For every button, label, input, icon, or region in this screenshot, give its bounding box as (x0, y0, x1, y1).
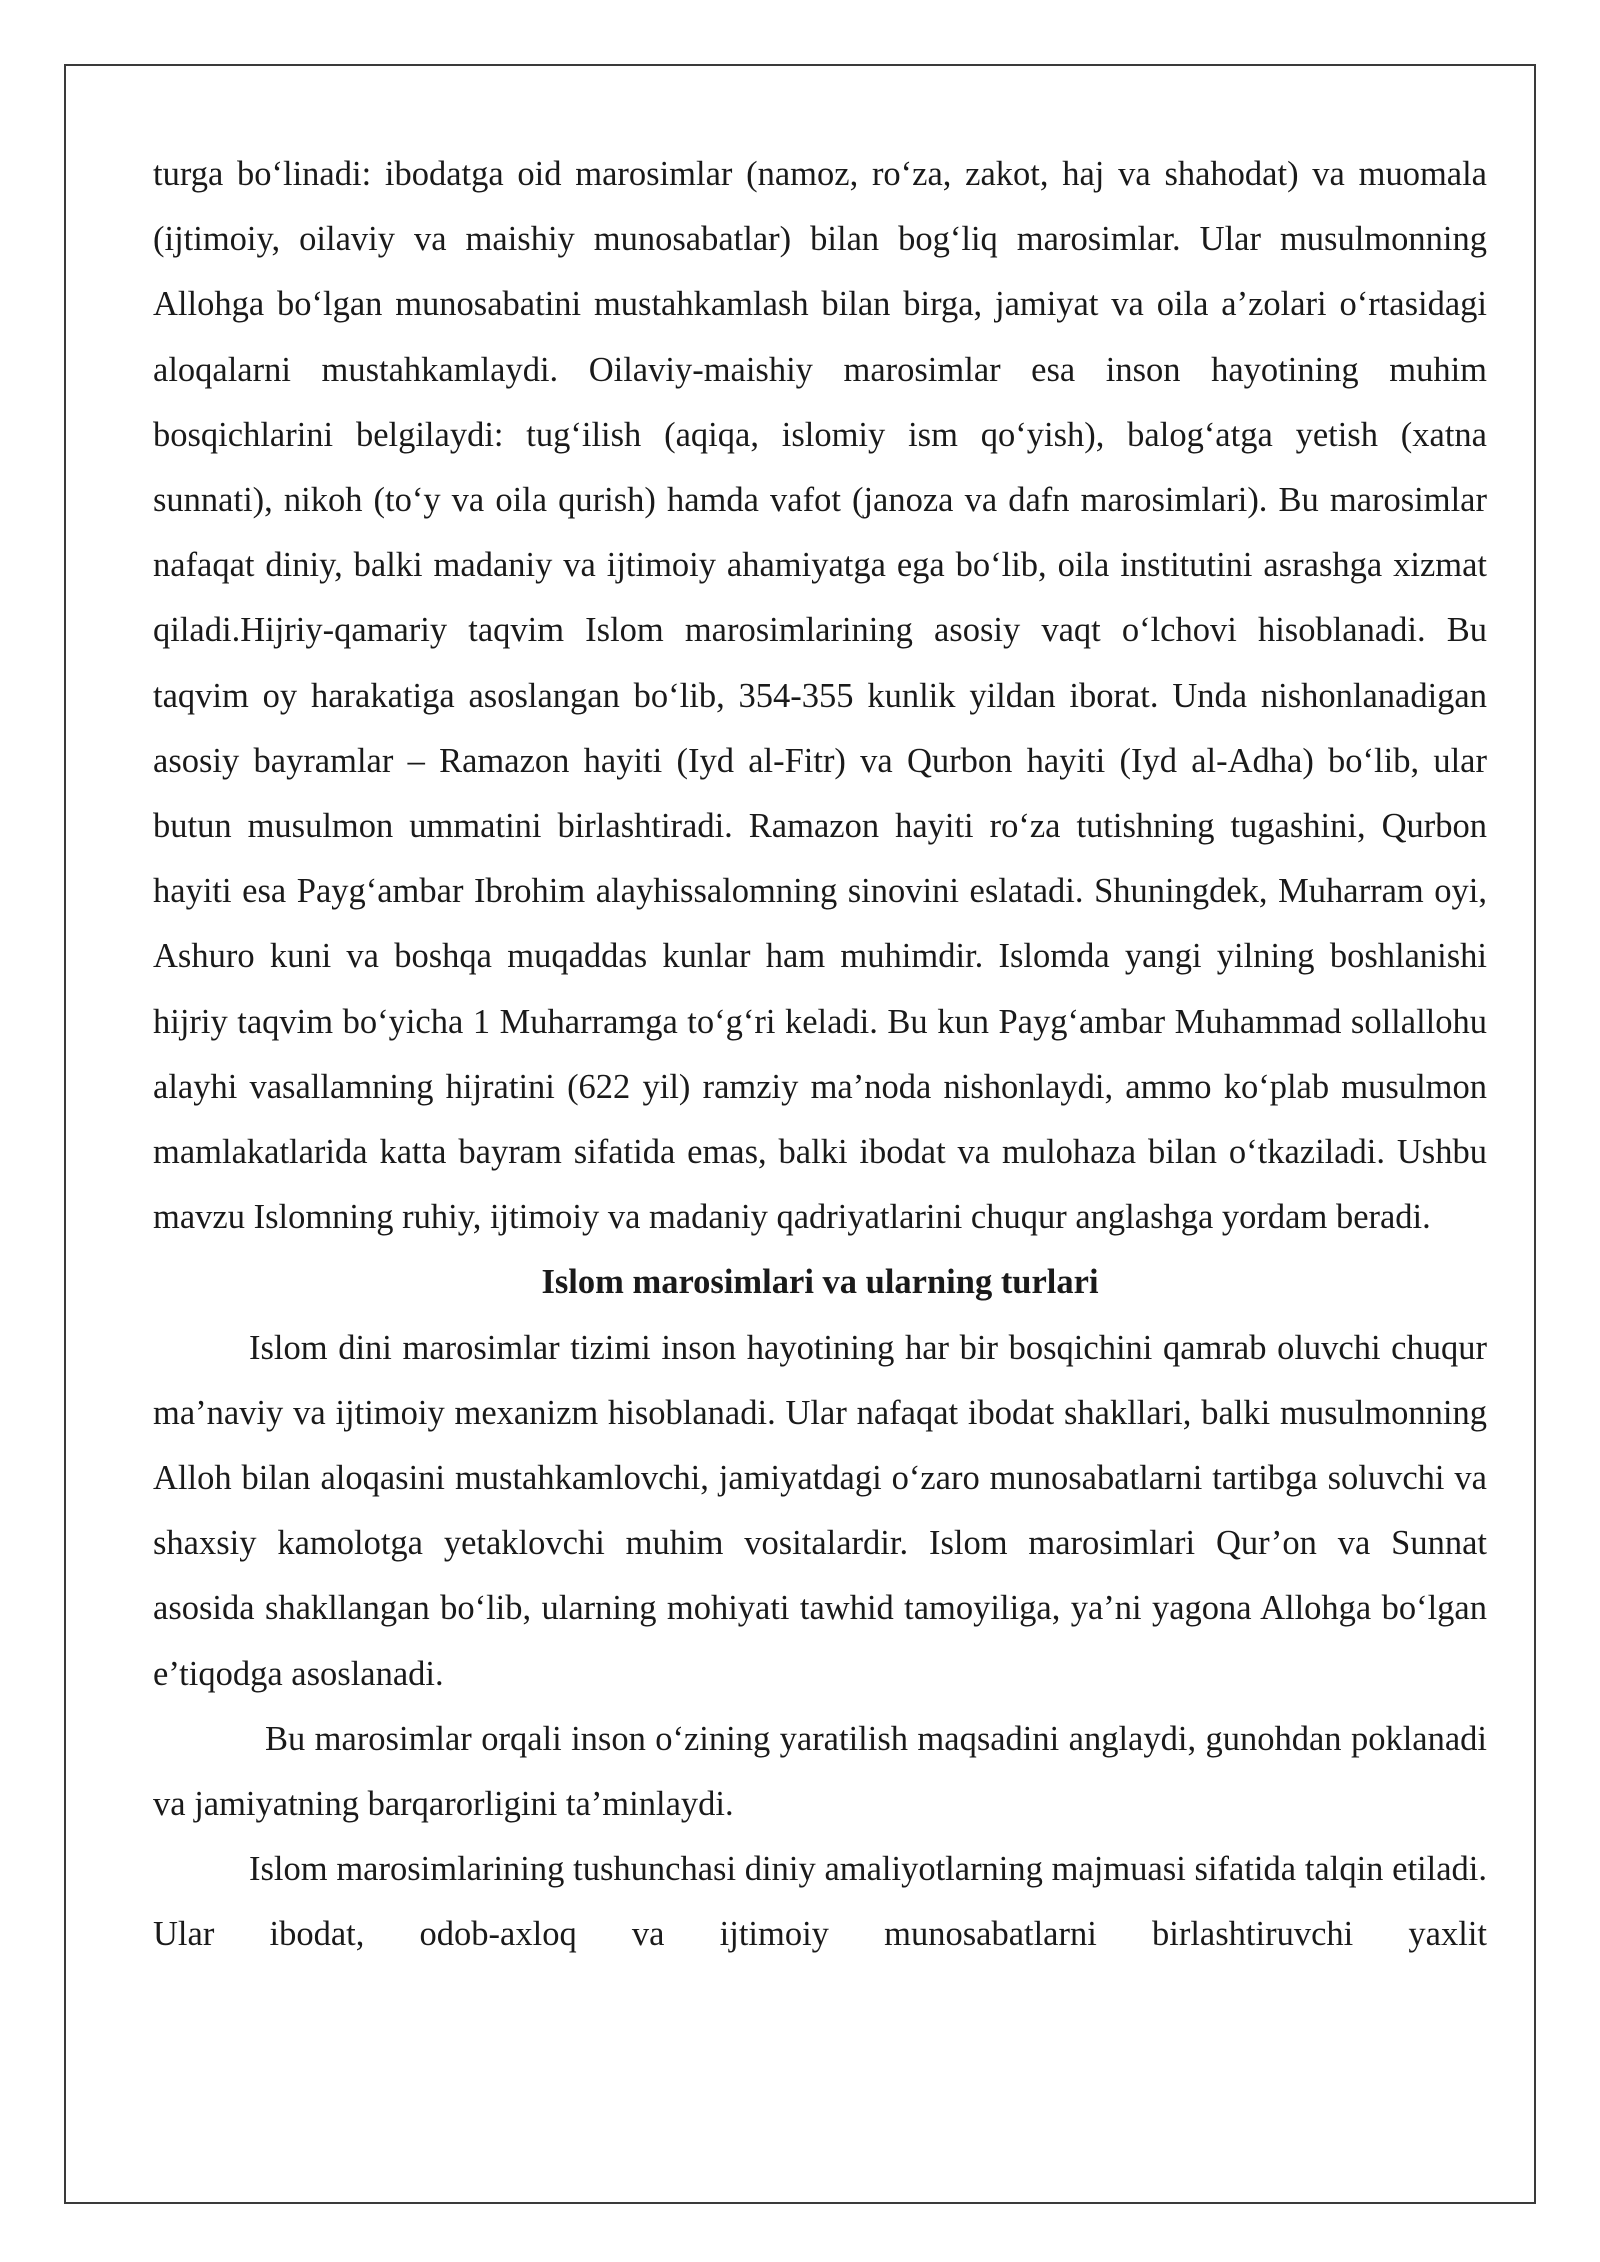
body-paragraph-2: Bu marosimlar orqali inson oʻzining yaratilish maqsadini anglaydi, gunohdan poklanadi va jamiyatning barqarorligini ta’minlaydi. (153, 1719, 1487, 1824)
body-paragraph-1: Islom dini marosimlar tizimi inson hayotining har bir bosqichini qamrab oluvchi chuqur ma’naviy va ijtimoiy mexanizm hisoblanadi. Ular nafaqat ibodat shakllari, balki musulmonning Alloh bilan aloqasini mustahkamlovchi, jamiyatdagi oʻzaro munosabatlarni tartibga soluvchi va shaxsiy kamolotga yetaklovchi muhim vositalardir. Islom marosimlari Qur’on va Sunnat asosida shakllangan boʻlib, ularning mohiyati tawhid tamoyiliga, ya’ni yagona Allohga boʻlgan e’tiqodga asoslanadi. (153, 1328, 1487, 1693)
section-heading: Islom marosimlari va ularning turlari (541, 1263, 1099, 1302)
document-body (153, 142, 1487, 1968)
body-paragraph-continued: turga boʻlinadi: ibodatga oid marosimlar (namoz, roʻza, zakot, haj va shahodat) va muomala (ijtimoiy, oilaviy va maishiy munosabatlar) bilan bogʻliq marosimlar. Ular musulmonning Allohga boʻlgan munosabatini mustahkamlash bilan birga, jamiyat va oila a’zolari oʻrtasidagi aloqalarni mustahkamlaydi. Oilaviy-maishiy marosimlar esa inson hayotining muhim bosqichlarini belgilaydi: tugʻilish (aqiqa, islomiy ism qoʻyish), balogʻatga yetish (xatna sunnati), nikoh (toʻy va oila qurish) hamda vafot (janoza va dafn marosimlari). Bu marosimlar nafaqat diniy, balki madaniy va ijtimoiy ahamiyatga ega boʻlib, oila institutini asrashga xizmat qiladi.Hijriy-qamariy taqvim Islom marosimlarining asosiy vaqt oʻlchovi hisoblanadi. Bu taqvim oy harakatiga asoslangan boʻlib, 354-355 kunlik yildan iborat. Unda nishonlanadigan asosiy bayramlar – Ramazon hayiti (Iyd al-Fitr) va Qurbon hayiti (Iyd al-Adha) boʻlib, ular butun musulmon ummatini birlashtiradi. Ramazon hayiti roʻza tutishning tugashini, Qurbon hayiti esa Paygʻambar Ibrohim alayhissalomning sinovini eslatadi. Shuningdek, Muharram oyi, Ashuro kuni va boshqa muqaddas kunlar ham muhimdir. Islomda yangi yilning boshlanishi hijriy taqvim boʻyicha 1 Muharramga toʻgʻri keladi. Bu kun Paygʻambar Muhammad sollallohu alayhi vasallamning hijratini (622 yil) ramziy ma’noda nishonlaydi, ammo koʻplab musulmon mamlakatlarida katta bayram sifatida emas, balki ibodat va mulohaza bilan oʻtkaziladi. Ushbu mavzu Islomning ruhiy, ijtimoiy va madaniy qadriyatlarini chuqur anglashga yordam beradi. (153, 155, 1487, 1237)
body-paragraph-3: Islom marosimlarining tushunchasi diniy amaliyotlarning majmuasi sifatida talqin etiladi. Ular ibodat, odob-axloq va ijtimoiy munosabatlarni birlashtiruvchi yaxlit (153, 1850, 1487, 1954)
